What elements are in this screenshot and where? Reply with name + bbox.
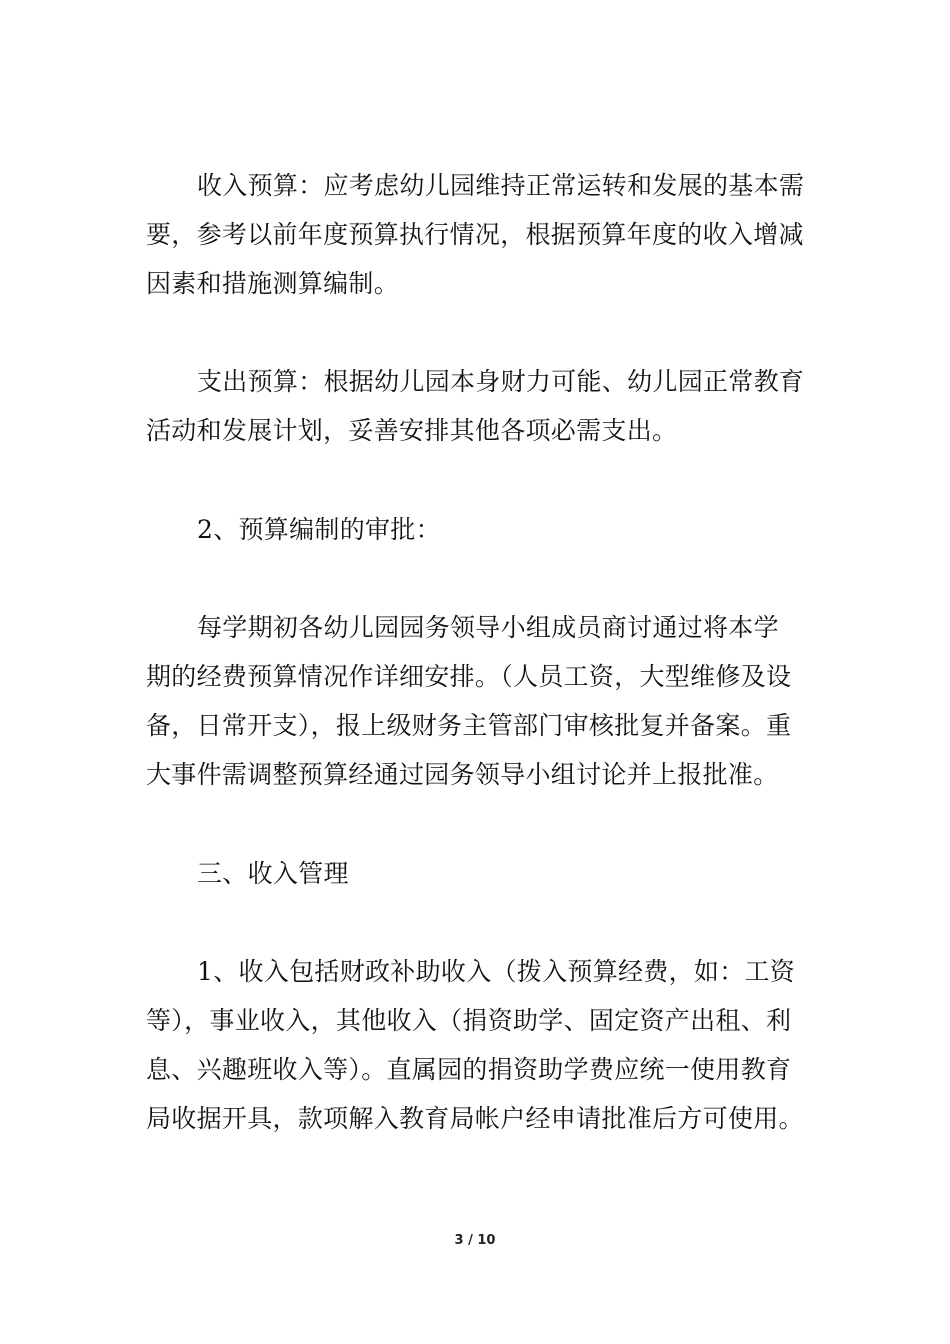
paragraph-approval-detail <box>146 603 810 799</box>
text-line: 期的经费预算情况作详细安排。（人员工资，大型维修及设 <box>146 662 792 691</box>
text-line: 局收据开具，款项解入教育局帐户经申请批准后方可使用。 <box>146 1104 804 1133</box>
text-line: 等），事业收入，其他收入（捐资助学、固定资产出租、利 <box>146 1006 792 1035</box>
text-line: 1、收入包括财政补助收入（拨入预算经费，如：工资 <box>197 957 796 986</box>
heading-budget-approval <box>146 505 810 554</box>
heading-income-management <box>146 849 810 898</box>
text-line: 备，日常开支），报上级财务主管部门审核批复并备案。重 <box>146 711 792 740</box>
text-line: 三、收入管理 <box>197 859 349 888</box>
text-line: 每学期初各幼儿园园务领导小组成员商讨通过将本学 <box>197 613 779 642</box>
paragraph-income-budget <box>146 161 810 308</box>
text-line: 支出预算：根据幼儿园本身财力可能、幼儿园正常教育 <box>197 367 805 396</box>
paragraph-income-items <box>146 947 810 1143</box>
text-line: 活动和发展计划，妥善安排其他各项必需支出。 <box>146 416 678 445</box>
text-line: 大事件需调整预算经通过园务领导小组讨论并上报批准。 <box>146 760 779 789</box>
text-line: 2、预算编制的审批： <box>197 515 441 544</box>
text-line: 息、兴趣班收入等）。直属园的捐资助学费应统一使用教育 <box>146 1055 792 1084</box>
text-line: 收入预算：应考虑幼儿园维持正常运转和发展的基本需 <box>197 171 805 200</box>
page-number: 3 / 10 <box>454 1233 496 1248</box>
text-line: 要，参考以前年度预算执行情况，根据预算年度的收入增减 <box>146 220 804 249</box>
paragraph-expense-budget <box>146 357 810 455</box>
text-line: 因素和措施测算编制。 <box>146 269 400 298</box>
